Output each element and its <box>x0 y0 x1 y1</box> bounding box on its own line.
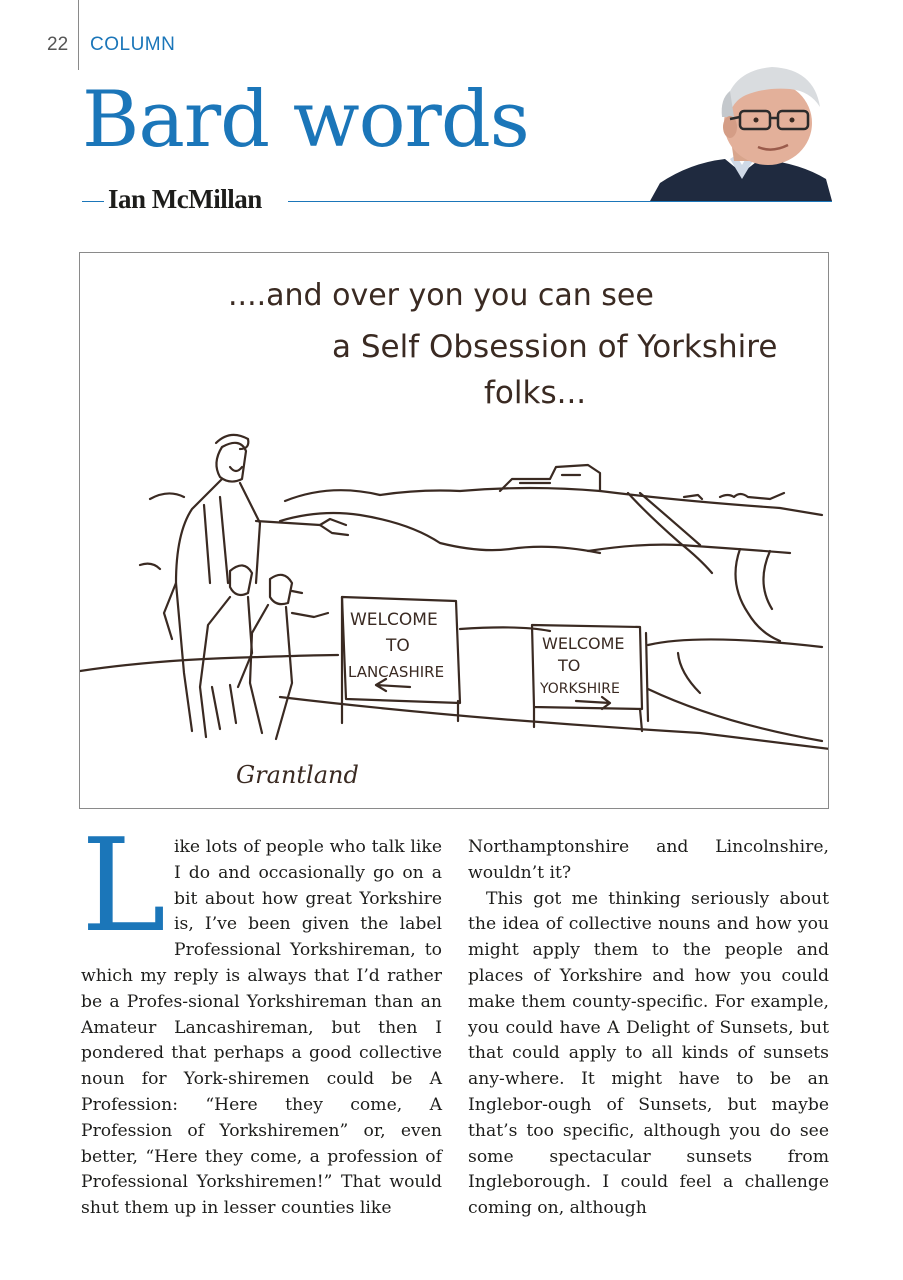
byline-rule-right <box>288 201 832 202</box>
cartoon-caption-line2: a Self Obsession of Yorkshire <box>332 329 778 365</box>
sign-lancashire-line3: LANCASHIRE <box>348 663 445 681</box>
section-label: COLUMN <box>90 34 176 55</box>
cartoon-illustration <box>79 252 829 809</box>
article-column-left <box>81 812 442 1222</box>
author-byline: Ian McMillan <box>108 184 262 214</box>
byline-rule-left <box>82 201 104 202</box>
sign-lancashire-line2: TO <box>386 636 410 656</box>
cartoonist-signature: Grantland <box>236 761 359 789</box>
page-number: 22 <box>47 34 69 55</box>
sign-lancashire-line1: WELCOME <box>350 610 438 630</box>
column-right-paragraph-2: This got me thinking seriously about the idea of collective nouns and how you might apply them to the people and places of Yorkshire and how you could make them county-specific. For example, you could have A Delight of Sunsets, but that could apply to all kinds of sunsets any-where. It might have to be an Inglebor-ough of Sunsets, but maybe that’s too specific, although you do see some spectacular sunsets from Ingleborough. I could feel a challenge coming on, although <box>468 888 829 1219</box>
cartoon-caption-line1: ....and over yon you can see <box>228 278 654 313</box>
sign-yorkshire-line3: YORKSHIRE <box>540 681 620 697</box>
author-portrait <box>650 55 832 201</box>
article-title: Bard words <box>82 75 529 165</box>
cartoon-caption-line3: folks... <box>484 375 587 411</box>
header-divider <box>78 0 79 70</box>
column-left-text: ike lots of people who talk like I do and occasionally go on a bit about how great Yorkshire is, I’ve been given the label Professional Yorkshireman, to which my reply is always that I’d rather be a Profes-sional Yorkshireman than an Amateur Lancashireman, but then I pondered that perhaps a good collective noun for York-shiremen could be A Profession: “Here they come, A Profession of Yorkshiremen” or, even better, “Here they come, a profession of Professional Yorkshiremen!” That would shut them up in lesser counties like <box>81 837 442 1219</box>
sign-yorkshire-line1: WELCOME <box>542 634 625 653</box>
column-right-paragraph-1: Northamptonshire and Lincolnshire, wouldn’t it? <box>468 837 829 883</box>
article-column-right <box>468 835 829 1222</box>
sign-yorkshire-line2: TO <box>558 656 581 675</box>
drop-cap: L <box>81 812 166 961</box>
